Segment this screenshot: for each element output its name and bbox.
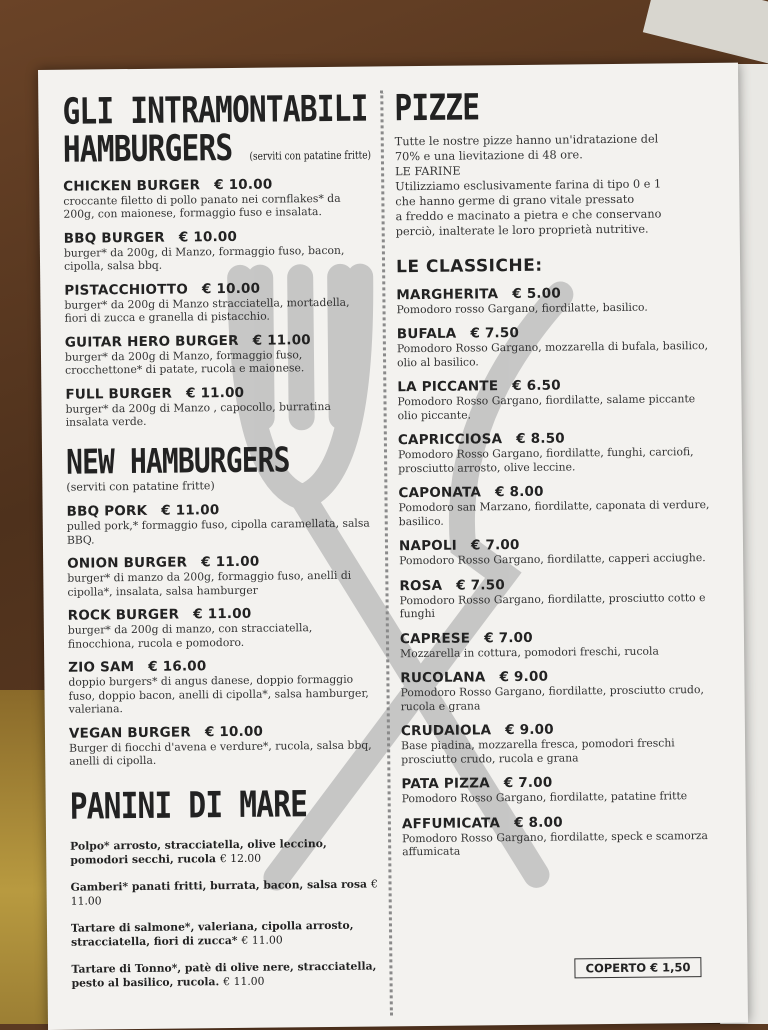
pizza-name: RUCOLANA (400, 669, 486, 687)
new-hamburger-name: BBQ PORK (66, 503, 148, 521)
intramontabili-title: GLI INTRAMONTABILI (62, 88, 368, 133)
pizza-price: € 7.50 (456, 576, 505, 594)
pizza-item (398, 482, 718, 528)
pizza-price: € 8.50 (516, 430, 565, 448)
new-hamburger-description: doppio burgers* di angus danese, doppio formaggio fuso, doppio bacon, anelli di cipolla*, salsa hamburger, valeriana. (68, 673, 369, 716)
pizze-intro-line: a freddo e macinato a pietra e che conservano (395, 207, 662, 224)
left-column (62, 88, 381, 991)
panino-mare-item (70, 836, 380, 867)
pizza-price: € 9.00 (505, 721, 554, 739)
hamburger-description: burger* da 200g di Manzo stracciatella, mortadella, fiori di zucca e granella di pistacchio. (64, 295, 350, 325)
pizza-item (396, 284, 716, 317)
pizza-description: Pomodoro Rosso Gargano, fiordilatte, funghi, carciofi, prosciutto arrosto, olive leccine. (397, 445, 694, 476)
panino-mare-item (71, 959, 381, 990)
hamburger-price: € 10.00 (201, 280, 261, 297)
hamburger-list (63, 175, 376, 429)
pizza-name: CAPONATA (398, 484, 482, 502)
new-hamburger-price: € 11.00 (201, 553, 260, 571)
panino-mare-item (71, 918, 381, 949)
new-hamburger-description: pulled pork,* formaggio fuso, cipolla caramellata, salsa BBQ. (66, 516, 370, 547)
panino-mare-text: Polpo* arrosto, stracciatella, olive leccino, pomodori secchi, rucola (70, 836, 327, 867)
pizze-intro-line: Utilizziamo esclusivamente farina di tipo 0 e 1 (395, 177, 662, 194)
pizza-name: CAPRESE (399, 630, 471, 648)
pizza-name: CRUDAIOLA (400, 722, 492, 740)
pizze-intro-line: 70% e una lievitazione di 48 ore. (394, 148, 583, 164)
pizza-item (400, 667, 720, 713)
hamburger-name: PISTACCHIOTTO (64, 281, 189, 299)
pizza-description: Pomodoro Rosso Gargano, fiordilatte, prosciutto cotto e funghi (399, 590, 706, 621)
hamburger-description: croccante filetto di pollo panato nei cornflakes* da 200g, con maionese, formaggio fuso e insalata. (63, 191, 341, 221)
hamburger-price: € 11.00 (185, 384, 245, 402)
hamburger-item (64, 279, 374, 325)
hamburger-item (65, 331, 375, 377)
hamburger-description: burger* da 200g di Manzo, formaggio fuso, crocchettone* di patate, rucola e maionese. (64, 347, 305, 377)
new-hamburger-price: € 10.00 (204, 723, 264, 741)
new-hamburger-item (68, 657, 379, 717)
pizze-intro-line: perciò, inalterate le loro proprietà nutritive. (395, 222, 649, 239)
pizza-item (398, 429, 718, 475)
hamburger-name: FULL BURGER (65, 385, 173, 403)
new-hamburger-name: VEGAN BURGER (68, 724, 191, 742)
pizza-description: Pomodoro Rosso Gargano, fiordilatte, salame piccante olio piccante. (397, 392, 696, 423)
pizza-name: BUFALA (396, 325, 457, 343)
new-hamburger-name: ROCK BURGER (67, 606, 180, 624)
new-hamburger-item (69, 722, 379, 768)
pizza-price: € 6.50 (512, 377, 561, 395)
new-hamburgers-note: (serviti con patatine fritte) (66, 479, 215, 495)
pizza-item (401, 773, 721, 806)
pizza-description: Mozzarella in cottura, pomodori freschi, rucola (400, 644, 659, 661)
pizza-price: € 7.50 (470, 325, 520, 342)
new-hamburgers-title: NEW HAMBURGERS (65, 439, 290, 483)
new-hamburger-description: burger* di manzo da 200g, formaggio fuso, anelli di cipolla*, insalata, salsa hamburger (67, 569, 352, 599)
pizze-title: PIZZE (394, 87, 480, 130)
pizza-price: € 7.00 (503, 774, 553, 792)
pizze-intro-line: che hanno germe di grano vitale pressato (395, 192, 635, 209)
new-hamburger-item (68, 605, 378, 651)
pizza-price: € 5.00 (512, 285, 561, 302)
pizza-item (402, 813, 722, 859)
hamburger-description: burger* da 200g, di Manzo, formaggio fuso, bacon, cipolla, salsa bbq. (63, 243, 345, 273)
new-hamburger-price: € 16.00 (148, 658, 207, 676)
right-column (394, 87, 722, 859)
panini-mare-title: PANINI DI MARE (69, 784, 308, 828)
panini-mare-list (70, 836, 382, 990)
new-hamburger-name: ONION BURGER (67, 554, 188, 573)
hamburger-name: GUITAR HERO BURGER (64, 332, 239, 351)
classiche-title: LE CLASSICHE: (395, 255, 543, 278)
pizza-price: € 7.00 (484, 629, 533, 647)
pizza-price: € 8.00 (514, 814, 563, 831)
pizza-item (397, 376, 717, 422)
pizze-intro-line: LE FARINE (395, 164, 461, 179)
pizza-name: AFFUMICATA (401, 814, 501, 833)
pizza-price: € 8.00 (495, 484, 544, 501)
pizza-item (397, 323, 717, 369)
new-hamburger-description: burger* da 200g di manzo, con stracciatella, finocchiona, rucola e pomodoro. (67, 621, 313, 651)
pizze-intro (395, 131, 716, 239)
new-hamburger-price: € 11.00 (161, 502, 220, 520)
pizza-name: NAPOLI (398, 537, 458, 555)
menu-sheet (38, 63, 748, 1030)
panino-mare-price: € 11.00 (223, 974, 265, 988)
hamburgers-title-text: HAMBURGERS (62, 127, 233, 171)
panino-mare-text: Gamberi* panati fritti, burrata, bacon, salsa rosa (70, 877, 368, 894)
pizza-description: Pomodoro rosso Gargano, fiordilatte, basilico. (396, 300, 648, 317)
pizza-list (396, 284, 722, 859)
hamburger-price: € 10.00 (178, 228, 238, 246)
panino-mare-price: € 11.00 (70, 877, 378, 908)
hamburger-name: BBQ BURGER (63, 229, 165, 247)
panino-mare-text: Tartare di Tonno*, patè di olive nere, stracciatella, pesto al basilico, rucola. (71, 959, 377, 990)
hamburger-item (63, 175, 373, 221)
panino-mare-price: € 12.00 (219, 851, 262, 865)
pizza-item (399, 575, 719, 621)
pizza-description: Pomodoro Rosso Gargano, fiordilatte, patatine fritte (401, 789, 688, 806)
pizza-price: € 9.00 (499, 668, 549, 686)
pizza-name: LA PICCANTE (397, 378, 499, 396)
hamburger-item (65, 383, 375, 429)
new-hamburger-item (67, 501, 377, 547)
new-hamburger-price: € 11.00 (193, 606, 252, 623)
panino-mare-price: € 11.00 (241, 933, 283, 947)
hamburger-item (64, 227, 374, 273)
hamburger-name: CHICKEN BURGER (63, 176, 201, 195)
panino-mare-item (70, 877, 380, 908)
pizza-name: PATA PIZZA (401, 775, 490, 793)
hamburger-description: burger* da 200g di Manzo , capocollo, burratina insalata verde. (65, 399, 331, 429)
pizza-name: ROSA (399, 577, 443, 595)
hamburgers-title (62, 127, 372, 171)
new-hamburger-description: Burger di fiocchi d'avena e verdure*, rucola, salsa bbq, anelli di cipolla. (69, 738, 372, 768)
pizza-description: Pomodoro san Marzano, fiordilatte, caponata di verdure, basilico. (398, 498, 710, 529)
new-hamburger-name: ZIO SAM (68, 659, 135, 676)
pizza-description: Pomodoro Rosso Gargano, mozzarella di bufala, basilico, olio al basilico. (396, 339, 709, 370)
hamburger-price: € 10.00 (214, 176, 273, 193)
hamburgers-note: (serviti con patatine fritte) (249, 148, 372, 163)
pizza-description: Pomodoro Rosso Gargano, fiordilatte, speck e scamorza affumicata (401, 828, 709, 859)
pizza-item (400, 628, 720, 661)
pizza-description: Pomodoro Rosso Gargano, fiordilatte, capperi acciughe. (399, 551, 706, 568)
pizza-item (399, 535, 719, 568)
pizze-intro-line: Tutte le nostre pizze hanno un'idratazione del (394, 132, 659, 149)
pizza-name: CAPRICCIOSA (397, 431, 503, 449)
pizza-name: MARGHERITA (396, 285, 499, 304)
pizza-price: € 7.00 (470, 537, 520, 554)
new-hamburger-item (67, 553, 377, 599)
pizza-description: Pomodoro Rosso Gargano, fiordilatte, prosciutto crudo, rucola e grana (400, 683, 704, 714)
new-hamburger-list (67, 501, 380, 769)
hamburger-price: € 11.00 (252, 331, 311, 349)
pizza-description: Base piadina, mozzarella fresca, pomodori freschi prosciutto crudo, rucola e grana (401, 736, 675, 767)
pizza-item (401, 720, 721, 766)
coperto-badge: COPERTO € 1,50 (574, 957, 701, 978)
panino-mare-text: Tartare di salmone*, valeriana, cipolla arrosto, stracciatella, fiori di zucca* (70, 918, 354, 949)
